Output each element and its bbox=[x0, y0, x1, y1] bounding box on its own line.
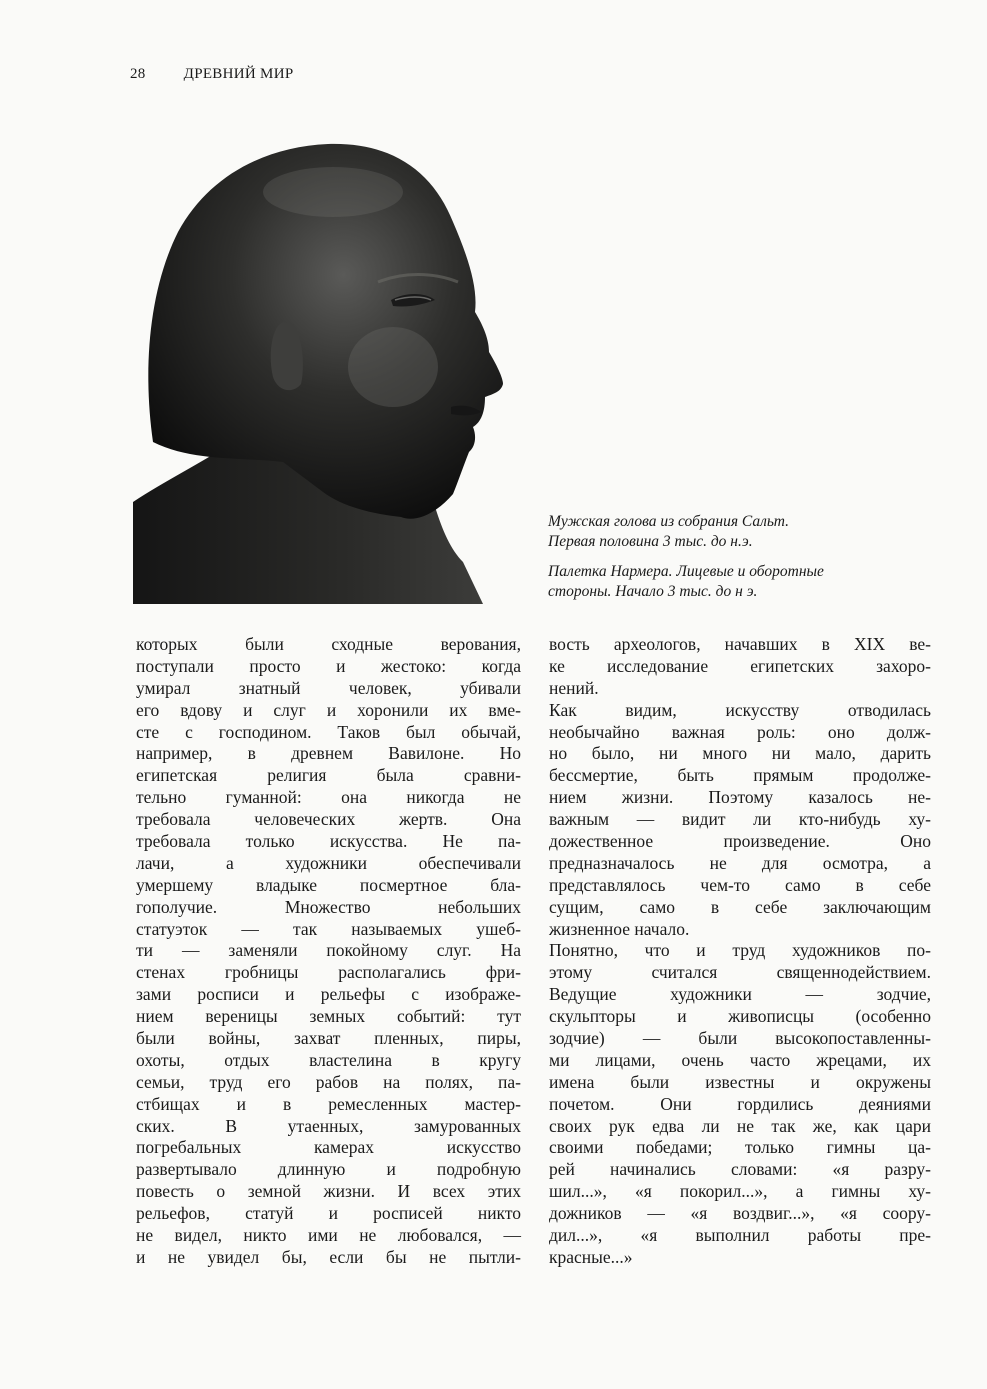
text-line: стбищах и в ремесленных мастер- bbox=[136, 1093, 521, 1114]
text-line: красные...» bbox=[549, 1246, 633, 1267]
text-line: бессмертие, быть прямым продолже- bbox=[549, 765, 931, 786]
text-line: рельефов, статуй и росписей никто bbox=[136, 1203, 521, 1224]
text-line: умирал знатный человек, убивали bbox=[136, 677, 521, 698]
left-column-text bbox=[136, 634, 521, 1269]
text-line: например, в древнем Вавилоне. Но bbox=[136, 743, 521, 764]
text-line: статуэток — так называемых ушеб- bbox=[136, 918, 521, 939]
text-line: и не увидел бы, если бы не пытли- bbox=[136, 1246, 521, 1267]
text-line: нием жизни. Поэтому казалось не- bbox=[549, 787, 931, 808]
figure-caption-2 bbox=[548, 562, 948, 602]
text-line: повесть о земной жизни. И всех этих bbox=[136, 1181, 521, 1202]
text-line: сте с господином. Таков был обычай, bbox=[136, 721, 521, 742]
text-line: нием вереницы земных событий: тут bbox=[136, 1006, 521, 1027]
text-line: важным — видит ли кто-нибудь ху- bbox=[549, 809, 931, 830]
text-line: своими победами; только гимны ца- bbox=[549, 1137, 931, 1158]
text-line: необычайно важная роль: оно долж- bbox=[549, 721, 931, 742]
page-header bbox=[130, 66, 293, 83]
text-line: Понятно, что и труд художников по- bbox=[549, 940, 931, 961]
text-line: стенах гробницы располагались фри- bbox=[136, 962, 521, 983]
text-line: ти — заменяли покойному слуг. На bbox=[136, 940, 521, 961]
text-line: шил...», «я покорил...», а гимны ху- bbox=[549, 1181, 931, 1202]
text-line: ке исследование египетских захоро- bbox=[549, 655, 931, 676]
text-line: дожников — «я воздвиг...», «я соору- bbox=[549, 1203, 931, 1224]
text-line: Как видим, искусству отводилась bbox=[549, 699, 931, 720]
text-line: вость археологов, начавших в XIX ве- bbox=[549, 634, 931, 654]
right-column-text bbox=[549, 634, 931, 1269]
text-line: этому считался священнодействием. bbox=[549, 962, 931, 983]
text-line: были войны, захват пленных, пиры, bbox=[136, 1028, 521, 1049]
sculpture-head-photo bbox=[133, 122, 523, 604]
text-line: имена были известны и окружены bbox=[549, 1071, 931, 1092]
text-line: дожественное произведение. Оно bbox=[549, 831, 931, 852]
text-line: дил...», «я выполнил работы пре- bbox=[549, 1225, 931, 1246]
text-line: почетом. Они гордились деяниями bbox=[549, 1093, 931, 1114]
caption-line: Первая половина 3 тыс. до н.э. bbox=[548, 533, 753, 550]
page-number: 28 bbox=[130, 66, 146, 82]
caption-line: Мужская голова из собрания Сальт. bbox=[548, 513, 789, 530]
text-line: предназначалось не для осмотра, а bbox=[549, 852, 931, 873]
text-line: скульпторы и живописцы (особенно bbox=[549, 1006, 931, 1027]
text-line: рей начинались словами: «я разру- bbox=[549, 1159, 931, 1180]
text-line: нений. bbox=[549, 677, 599, 698]
text-line: лачи, а художники обеспечивали bbox=[136, 852, 521, 873]
text-line: семьи, труд его рабов на полях, па- bbox=[136, 1071, 521, 1092]
figure-caption-1 bbox=[548, 512, 948, 552]
text-line: умершему владыке посмертное бла- bbox=[136, 874, 521, 895]
text-line: требовала только искусства. Не па- bbox=[136, 831, 521, 852]
text-line: погребальных камерах искусство bbox=[136, 1137, 521, 1158]
text-line: но было, ни много ни мало, дарить bbox=[549, 743, 931, 764]
text-line: представлялось чем-то само в себе bbox=[549, 874, 931, 895]
text-line: его вдову и слуг и хоронили их вме- bbox=[136, 699, 521, 720]
text-line: сущим, само в себе заключающим bbox=[549, 896, 931, 917]
text-line: не видел, никто ими не любовался, — bbox=[136, 1225, 521, 1246]
text-line: жизненное начало. bbox=[549, 918, 690, 939]
text-line: зодчие) — были высокопоставленны- bbox=[549, 1028, 931, 1049]
text-line: своих рук едва ли не так же, как цари bbox=[549, 1115, 931, 1136]
text-line: ских. В утаенных, замурованных bbox=[136, 1115, 521, 1136]
text-line: Ведущие художники — зодчие, bbox=[549, 984, 931, 1005]
running-title: ДРЕВНИЙ МИР bbox=[183, 66, 294, 82]
text-line: которых были сходные верования, bbox=[136, 634, 521, 654]
caption-line: стороны. Начало 3 тыс. до н э. bbox=[548, 583, 758, 600]
text-line: тельно гуманной: она никогда не bbox=[136, 787, 521, 808]
caption-line: Палетка Нармера. Лицевые и оборотные bbox=[548, 563, 824, 580]
text-line: требовала человеческих жертв. Она bbox=[136, 809, 521, 830]
text-line: развертывало длинную и подробную bbox=[136, 1159, 521, 1180]
text-line: зами росписи и рельефы с изображе- bbox=[136, 984, 521, 1005]
text-line: египетская религия была сравни- bbox=[136, 765, 521, 786]
text-line: поступали просто и жестоко: когда bbox=[136, 655, 521, 676]
text-line: ми лицами, очень часто жрецами, их bbox=[549, 1049, 931, 1070]
text-line: охоты, отдых властелина в кругу bbox=[136, 1049, 521, 1070]
text-line: гополучие. Множество небольших bbox=[136, 896, 521, 917]
